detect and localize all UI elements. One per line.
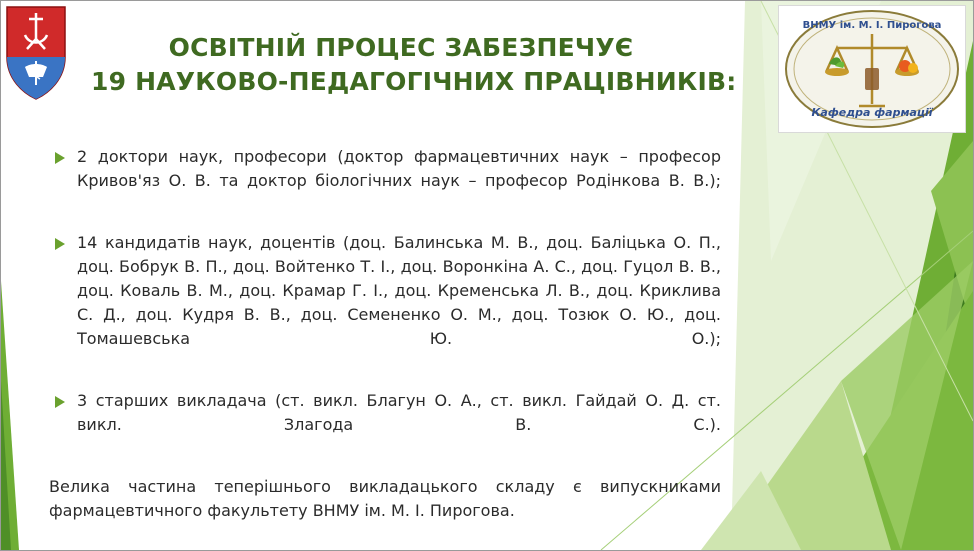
department-logo — [778, 5, 966, 133]
bullet-arrow-icon — [55, 396, 65, 408]
university-emblem-icon — [5, 5, 67, 101]
bullet-arrow-icon — [55, 238, 65, 250]
slide-title — [91, 31, 737, 99]
logo-top-text: ВНМУ ім. М. І. Пирогова — [802, 20, 942, 31]
slide-content — [49, 145, 721, 523]
logo-bottom-text: Кафедра фармації — [811, 106, 933, 119]
bullet-arrow-icon — [55, 152, 65, 164]
title-line-1: ОСВІТНІЙ ПРОЦЕС ЗАБЕЗПЕЧУЄ — [168, 33, 634, 62]
bullet-text: 14 кандидатів наук, доцентів (доц. Балинська М. В., доц. Баліцька О. П., доц. Бобрук В. П., доц. Войтенко Т. І., доц. Воронкіна А. С., доц. Гуцол В. В., доц. Коваль В. М., доц. Крамар Г. І., доц. Кременська Л. В., доц. Криклива С. Д., доц. Кудря В. В., доц. Семененко О. М., доц. Тозюк О. Ю., доц. Томашевська Ю. О.); — [77, 233, 721, 348]
bullet-item — [49, 145, 721, 217]
bullet-item — [49, 389, 721, 461]
bullet-text: 3 старших викладача (ст. викл. Благун О. А., ст. викл. Гайдай О. Д. ст. викл. Злагода В. С.). — [77, 391, 721, 434]
bullet-text: 2 доктори наук, професори (доктор фармацевтичних наук – професор Кривов'яз О. В. та доктор біологічних наук – професор Родінкова В. В.); — [77, 147, 721, 190]
summary-paragraph: Велика частина теперішнього викладацького складу є випускниками фармацевтичного факультету ВНМУ ім. М. І. Пирогова. — [49, 477, 721, 520]
title-line-2: 19 НАУКОВО-ПЕДАГОГІЧНИХ ПРАЦІВНИКІВ: — [91, 67, 737, 96]
bullet-item — [49, 231, 721, 375]
